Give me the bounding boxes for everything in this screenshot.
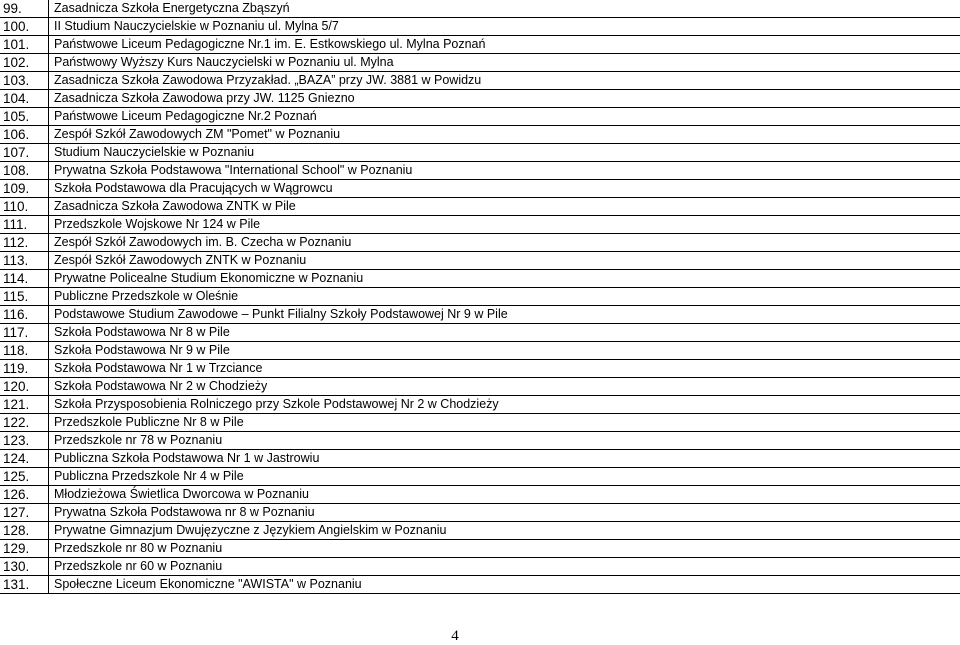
school-name: II Studium Nauczycielskie w Poznaniu ul. Mylna 5/7 <box>49 18 960 36</box>
row-number: 104. <box>0 90 49 108</box>
table-row <box>0 0 960 18</box>
row-number: 101. <box>0 36 49 54</box>
row-number: 112. <box>0 234 49 252</box>
school-name: Przedszkole Publiczne Nr 8 w Pile <box>49 414 960 432</box>
row-number: 123. <box>0 432 49 450</box>
page-number: 4 <box>451 628 459 644</box>
table-row <box>0 270 960 288</box>
table-row <box>0 18 960 36</box>
table-row <box>0 108 960 126</box>
table-row <box>0 144 960 162</box>
school-name: Przedszkole Wojskowe Nr 124 w Pile <box>49 216 960 234</box>
school-name: Przedszkole nr 60 w Poznaniu <box>49 558 960 576</box>
row-number: 111. <box>0 216 49 234</box>
row-number: 127. <box>0 504 49 522</box>
table-row <box>0 162 960 180</box>
row-number: 109. <box>0 180 49 198</box>
row-number: 110. <box>0 198 49 216</box>
row-number: 121. <box>0 396 49 414</box>
row-number: 102. <box>0 54 49 72</box>
school-name: Szkoła Podstawowa Nr 8 w Pile <box>49 324 960 342</box>
row-number: 108. <box>0 162 49 180</box>
table-row <box>0 558 960 576</box>
table-row <box>0 126 960 144</box>
school-name: Szkoła Podstawowa dla Pracujących w Wągrowcu <box>49 180 960 198</box>
table-row <box>0 234 960 252</box>
table-row <box>0 342 960 360</box>
row-number: 115. <box>0 288 49 306</box>
school-name: Publiczne Przedszkole w Oleśnie <box>49 288 960 306</box>
school-name: Prywatne Policealne Studium Ekonomiczne w Poznaniu <box>49 270 960 288</box>
row-number: 130. <box>0 558 49 576</box>
row-number: 103. <box>0 72 49 90</box>
school-name: Szkoła Podstawowa Nr 9 w Pile <box>49 342 960 360</box>
school-name: Publiczna Szkoła Podstawowa Nr 1 w Jastrowiu <box>49 450 960 468</box>
table-row <box>0 252 960 270</box>
school-name: Zasadnicza Szkoła Zawodowa ZNTK w Pile <box>49 198 960 216</box>
table-row <box>0 198 960 216</box>
table-row <box>0 72 960 90</box>
row-number: 124. <box>0 450 49 468</box>
school-name: Państwowe Liceum Pedagogiczne Nr.2 Poznań <box>49 108 960 126</box>
row-number: 116. <box>0 306 49 324</box>
school-name: Zespół Szkół Zawodowych ZM "Pomet" w Poznaniu <box>49 126 960 144</box>
table-row <box>0 396 960 414</box>
row-number: 122. <box>0 414 49 432</box>
row-number: 129. <box>0 540 49 558</box>
row-number: 100. <box>0 18 49 36</box>
school-name: Państwowy Wyższy Kurs Nauczycielski w Poznaniu ul. Mylna <box>49 54 960 72</box>
row-number: 118. <box>0 342 49 360</box>
row-number: 119. <box>0 360 49 378</box>
table-row <box>0 306 960 324</box>
school-name: Prywatna Szkoła Podstawowa nr 8 w Poznaniu <box>49 504 960 522</box>
school-name: Państwowe Liceum Pedagogiczne Nr.1 im. E. Estkowskiego ul. Mylna Poznań <box>49 36 960 54</box>
school-name: Młodzieżowa Świetlica Dworcowa w Poznaniu <box>49 486 960 504</box>
table-row <box>0 486 960 504</box>
school-name: Publiczna Przedszkole Nr 4 w Pile <box>49 468 960 486</box>
table-row <box>0 360 960 378</box>
row-number: 128. <box>0 522 49 540</box>
table-row <box>0 378 960 396</box>
school-name: Zasadnicza Szkoła Zawodowa przy JW. 1125 Gniezno <box>49 90 960 108</box>
school-name: Prywatna Szkoła Podstawowa "International School" w Poznaniu <box>49 162 960 180</box>
school-name: Szkoła Podstawowa Nr 2 w Chodzieży <box>49 378 960 396</box>
row-number: 106. <box>0 126 49 144</box>
row-number: 114. <box>0 270 49 288</box>
row-number: 131. <box>0 576 49 594</box>
table-row <box>0 288 960 306</box>
table-row <box>0 90 960 108</box>
row-number: 113. <box>0 252 49 270</box>
school-name: Studium Nauczycielskie w Poznaniu <box>49 144 960 162</box>
school-name: Podstawowe Studium Zawodowe – Punkt Filialny Szkoły Podstawowej Nr 9 w Pile <box>49 306 960 324</box>
school-name: Zespół Szkół Zawodowych im. B. Czecha w Poznaniu <box>49 234 960 252</box>
table-row <box>0 324 960 342</box>
row-number: 126. <box>0 486 49 504</box>
table-row <box>0 540 960 558</box>
school-name: Przedszkole nr 80 w Poznaniu <box>49 540 960 558</box>
school-name: Prywatne Gimnazjum Dwujęzyczne z Językiem Angielskim w Poznaniu <box>49 522 960 540</box>
row-number: 120. <box>0 378 49 396</box>
table-row <box>0 522 960 540</box>
table-row <box>0 450 960 468</box>
table-row <box>0 54 960 72</box>
school-name: Społeczne Liceum Ekonomiczne "AWISTA" w Poznaniu <box>49 576 960 594</box>
school-name: Szkoła Przysposobienia Rolniczego przy Szkole Podstawowej Nr 2 w Chodzieży <box>49 396 960 414</box>
school-name: Zasadnicza Szkoła Energetyczna Zbąszyń <box>49 0 960 18</box>
row-number: 99. <box>0 0 49 18</box>
row-number: 125. <box>0 468 49 486</box>
table-row <box>0 36 960 54</box>
row-number: 107. <box>0 144 49 162</box>
school-name: Przedszkole nr 78 w Poznaniu <box>49 432 960 450</box>
row-number: 105. <box>0 108 49 126</box>
table-row <box>0 468 960 486</box>
school-name: Szkoła Podstawowa Nr 1 w Trzciance <box>49 360 960 378</box>
table-row <box>0 414 960 432</box>
row-number: 117. <box>0 324 49 342</box>
school-name: Zespół Szkół Zawodowych ZNTK w Poznaniu <box>49 252 960 270</box>
table-row <box>0 216 960 234</box>
table-row <box>0 180 960 198</box>
table-row <box>0 432 960 450</box>
table-row <box>0 504 960 522</box>
school-name: Zasadnicza Szkoła Zawodowa Przyzakład. „BAZA” przy JW. 3881 w Powidzu <box>49 72 960 90</box>
table-row <box>0 576 960 594</box>
